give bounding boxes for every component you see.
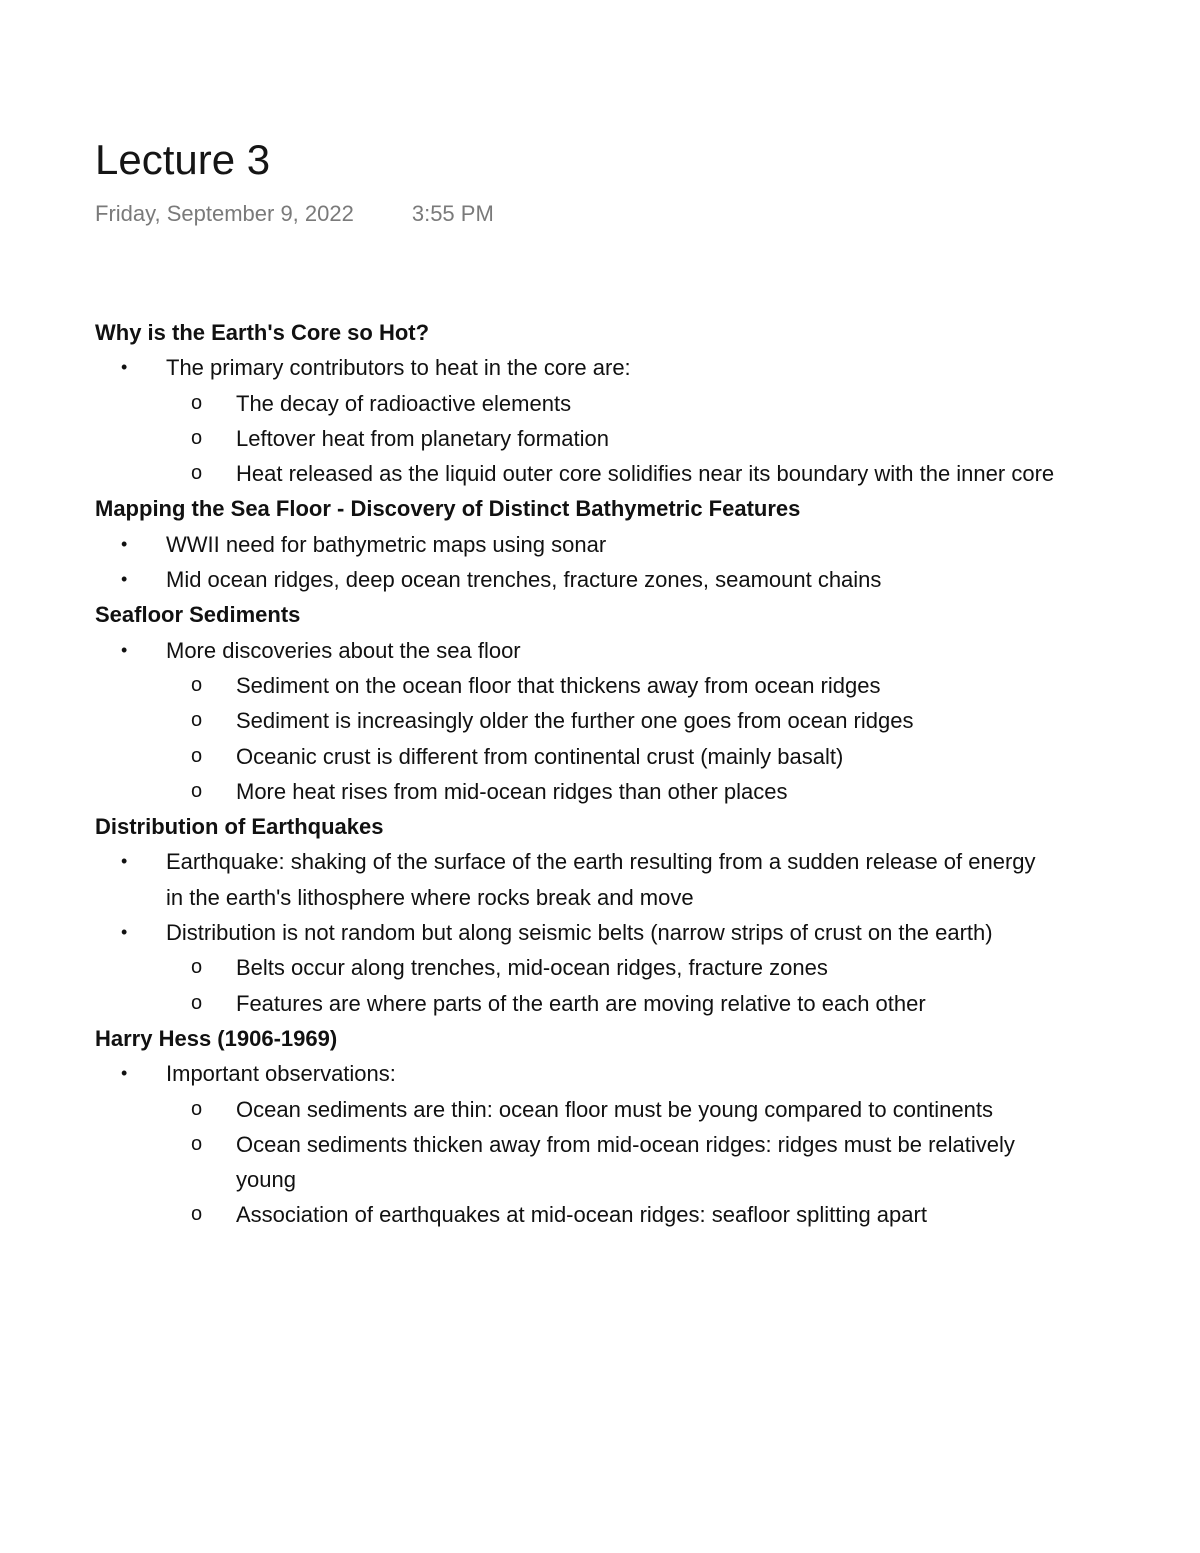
note-body[interactable] [95,315,1055,1233]
bullet-item [121,1056,1055,1232]
sub-bullet-item [191,456,1055,491]
sub-bullet-marker: o [191,1097,203,1120]
sub-bullet-text: Ocean sediments are thin: ocean floor must be young compared to continents [236,1096,993,1122]
bullet-text: Important observations: [166,1061,396,1087]
section-heading: Distribution of Earthquakes [95,814,384,840]
sub-bullet-item [191,739,1055,774]
note-time: 3:55 PM [411,201,494,226]
bullet-item [121,844,1055,915]
page-title[interactable]: Lecture 3 [95,136,271,183]
sub-bullet-item [191,1092,1055,1127]
bullet-marker: • [121,922,128,943]
bullet-item [121,527,1055,562]
bullet-item [121,562,1055,597]
sub-bullet-text: Leftover heat from planetary formation [236,425,609,451]
sub-bullet-marker: o [191,709,203,732]
bullet-item [121,633,1055,809]
bullet-list [95,633,1055,809]
note-metadata [95,200,1055,228]
bullet-list [95,1056,1055,1232]
sub-bullet-text: Sediment is increasingly older the further one goes from ocean ridges [236,708,914,734]
bullet-text: Mid ocean ridges, deep ocean trenches, fracture zones, seamount chains [166,567,882,593]
sub-bullet-item [191,386,1055,421]
note-page [95,136,1055,1228]
sub-bullet-list [166,1092,1055,1233]
bullet-list [95,844,1055,1020]
section-heading: Harry Hess (1906-1969) [95,1025,338,1051]
sub-bullet-marker: o [191,391,203,414]
sub-bullet-item [191,950,1055,985]
sub-bullet-item [191,421,1055,456]
sub-bullet-marker: o [191,779,203,802]
sub-bullet-marker: o [191,744,203,767]
sub-bullet-list [166,386,1055,492]
bullet-text: Earthquake: shaking of the surface of the earth resulting from a sudden release of energy in the earth's lithosphere where rocks break and move [166,849,1036,910]
bullet-marker: • [121,1063,128,1084]
sub-bullet-item [191,703,1055,738]
sub-bullet-text: Oceanic crust is different from continental crust (mainly basalt) [236,743,844,769]
sub-bullet-text: Sediment on the ocean floor that thickens away from ocean ridges [236,672,881,698]
sub-bullet-list [166,950,1055,1021]
sub-bullet-text: Features are where parts of the earth are moving relative to each other [236,990,926,1016]
bullet-list [95,527,1055,598]
sub-bullet-marker: o [191,956,203,979]
sub-bullet-text: Belts occur along trenches, mid-ocean ridges, fracture zones [236,955,828,981]
sub-bullet-item [191,774,1055,809]
sub-bullet-text: Heat released as the liquid outer core solidifies near its boundary with the inner core [236,461,1055,487]
sub-bullet-text: Association of earthquakes at mid-ocean ridges: seafloor splitting apart [236,1202,927,1228]
section-heading: Mapping the Sea Floor - Discovery of Distinct Bathymetric Features [95,496,801,522]
bullet-marker: • [121,533,128,554]
sub-bullet-item [191,668,1055,703]
bullet-marker: • [121,851,128,872]
sub-bullet-text: Ocean sediments thicken away from mid-ocean ridges: ridges must be relatively young [236,1131,1015,1193]
sub-bullet-marker: o [191,673,203,696]
sub-bullet-marker: o [191,1203,203,1226]
sub-bullet-text: The decay of radioactive elements [236,390,572,416]
sub-bullet-marker: o [191,991,203,1014]
section-heading: Why is the Earth's Core so Hot? [95,320,430,345]
bullet-marker: • [121,569,128,590]
sub-bullet-item [191,1127,1055,1198]
bullet-list [95,350,1055,491]
sub-bullet-marker: o [191,1132,203,1155]
sub-bullet-marker: o [191,462,203,485]
note-date: Friday, September 9, 2022 [95,201,354,226]
sub-bullet-marker: o [191,426,203,449]
sub-bullet-list [166,668,1055,809]
bullet-marker: • [121,639,128,660]
bullet-text: The primary contributors to heat in the core are: [166,355,631,381]
bullet-text: More discoveries about the sea floor [166,637,521,663]
bullet-text: WWII need for bathymetric maps using sonar [166,531,607,557]
bullet-item [121,350,1055,491]
bullet-marker: • [121,357,128,378]
bullet-text: Distribution is not random but along seismic belts (narrow strips of crust on the earth) [166,920,993,946]
bullet-item [121,915,1055,1021]
section-heading: Seafloor Sediments [95,602,301,628]
sub-bullet-text: More heat rises from mid-ocean ridges than other places [236,778,788,804]
sub-bullet-item [191,986,1055,1021]
sub-bullet-item [191,1197,1055,1232]
